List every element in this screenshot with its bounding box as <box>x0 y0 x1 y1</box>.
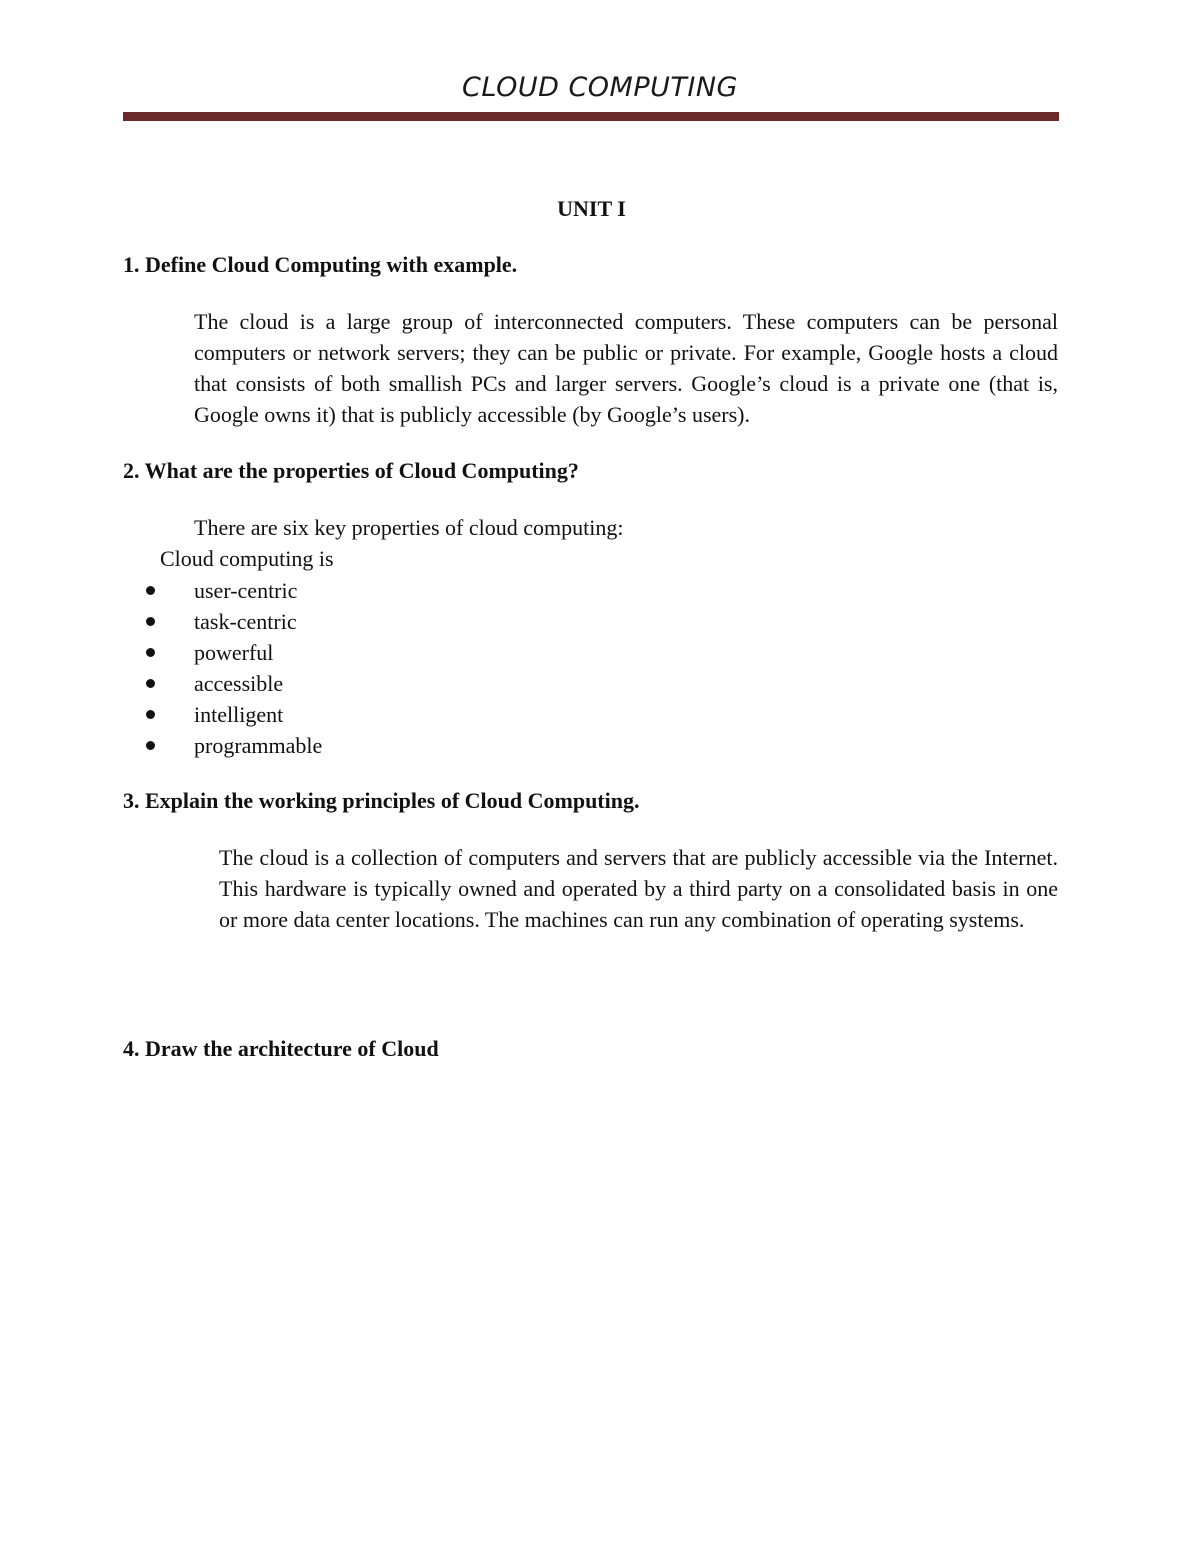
question-3-answer-text: The cloud is a collection of computers and servers that are publicly accessible via the Internet. This hardware is typically owned and operated by a third party on a consolidated basis in one or more data center locations. The machines can run any combination of operating systems. <box>219 845 1058 932</box>
bullet-icon <box>146 710 155 719</box>
list-item-label: programmable <box>194 733 323 758</box>
list-item <box>146 668 322 699</box>
bullet-icon <box>146 617 155 626</box>
question-2-heading: 2. What are the properties of Cloud Computing? <box>123 458 579 483</box>
list-item-label: accessible <box>194 671 284 696</box>
bullet-icon <box>146 648 155 657</box>
question-3-heading: 3. Explain the working principles of Cloud Computing. <box>123 788 640 813</box>
list-item-label: powerful <box>194 640 274 665</box>
list-item <box>146 637 322 668</box>
list-item-label: intelligent <box>194 702 284 727</box>
question-4-heading: 4. Draw the architecture of Cloud <box>123 1036 439 1061</box>
question-1-heading: 1. Define Cloud Computing with example. <box>123 252 518 277</box>
question-2-intro: There are six key properties of cloud computing: <box>194 515 624 540</box>
bullet-icon <box>146 741 155 750</box>
question-1-answer <box>150 306 1058 430</box>
bullet-icon <box>146 586 155 595</box>
page-header-title: CLOUD COMPUTING <box>462 72 738 103</box>
bullet-icon <box>146 679 155 688</box>
list-item <box>146 606 322 637</box>
list-item-label: user-centric <box>194 578 298 603</box>
question-2-lead: Cloud computing is <box>160 546 334 571</box>
list-item <box>146 699 322 730</box>
list-item <box>146 575 322 606</box>
list-item-label: task-centric <box>194 609 297 634</box>
question-1-answer-text: The cloud is a large group of interconnected computers. These computers can be personal computers or network servers; they can be public or private. For example, Google hosts a cloud that consists of both smallish PCs and larger servers. Google’s cloud is a private one (that is, Google owns it) that is publicly accessible (by Google’s users). <box>194 309 1058 427</box>
header-rule <box>123 112 1059 121</box>
list-item <box>146 730 322 761</box>
question-3-answer <box>150 842 1058 935</box>
unit-title: UNIT I <box>557 196 626 221</box>
properties-list <box>146 575 322 761</box>
